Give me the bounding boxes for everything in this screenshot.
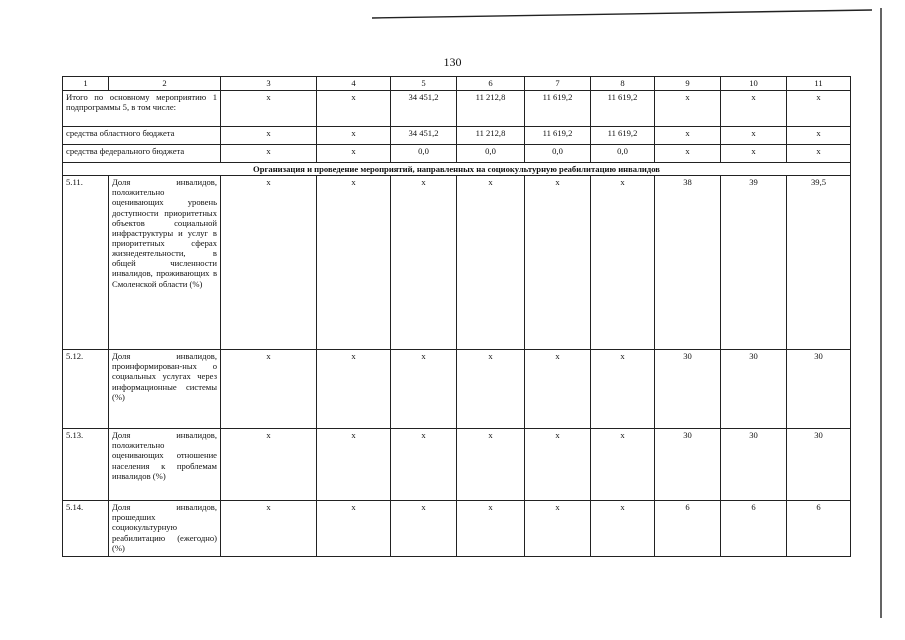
table-cell: х [221, 127, 317, 145]
table-cell: х [391, 501, 457, 557]
column-header: 11 [787, 77, 851, 91]
column-header: 5 [391, 77, 457, 91]
table-cell: х [787, 127, 851, 145]
table-cell: 6 [721, 501, 787, 557]
table-cell: 0,0 [457, 145, 525, 163]
table-cell: х [721, 91, 787, 127]
table-cell: х [391, 176, 457, 350]
table-cell: х [317, 429, 391, 501]
item-description: Доля инвалидов, проинформирован-ных о социальных услугах через информационные системы (%) [109, 350, 221, 429]
table-cell: х [591, 501, 655, 557]
column-header: 2 [109, 77, 221, 91]
table-cell: 6 [655, 501, 721, 557]
item-number: 5.14. [63, 501, 109, 557]
column-header: 3 [221, 77, 317, 91]
table-cell: х [787, 145, 851, 163]
scan-edge-line-right [878, 8, 884, 618]
table-cell: 11 212,8 [457, 91, 525, 127]
table-cell: х [655, 91, 721, 127]
table-cell: х [787, 91, 851, 127]
table-cell: х [391, 429, 457, 501]
table-cell: 11 619,2 [525, 127, 591, 145]
table-cell: 38 [655, 176, 721, 350]
table-cell: х [221, 145, 317, 163]
table-cell: 30 [787, 350, 851, 429]
federal-budget-row [63, 145, 851, 163]
table-cell: х [317, 145, 391, 163]
table-cell: 30 [721, 350, 787, 429]
table-cell: х [317, 127, 391, 145]
column-header: 9 [655, 77, 721, 91]
table-cell: х [721, 127, 787, 145]
table-cell: х [655, 145, 721, 163]
federal-budget-label: средства федерального бюджета [63, 145, 221, 163]
regional-budget-label: средства областного бюджета [63, 127, 221, 145]
table-cell: 34 451,2 [391, 127, 457, 145]
table-cell: х [221, 176, 317, 350]
table-cell: х [525, 501, 591, 557]
item-description: Доля инвалидов, положительно оценивающих отношение населения к проблемам инвалидов (%) [109, 429, 221, 501]
table-cell: х [457, 350, 525, 429]
table-cell: 34 451,2 [391, 91, 457, 127]
column-header: 6 [457, 77, 525, 91]
item-number: 5.11. [63, 176, 109, 350]
table-cell: х [317, 176, 391, 350]
table-row [63, 350, 851, 429]
item-number: 5.12. [63, 350, 109, 429]
table-row [63, 176, 851, 350]
column-header: 10 [721, 77, 787, 91]
table-cell: 30 [721, 429, 787, 501]
column-header: 1 [63, 77, 109, 91]
table-cell: х [591, 350, 655, 429]
table-cell: х [525, 350, 591, 429]
table-cell: х [221, 429, 317, 501]
item-number: 5.13. [63, 429, 109, 501]
table-cell: х [721, 145, 787, 163]
table-cell: х [457, 429, 525, 501]
table-cell: 39 [721, 176, 787, 350]
table-cell: х [317, 350, 391, 429]
budget-indicators-table [62, 76, 851, 557]
table-cell: 0,0 [525, 145, 591, 163]
table-cell: 0,0 [591, 145, 655, 163]
scan-edge-line-top [372, 8, 872, 20]
column-header: 7 [525, 77, 591, 91]
table-cell: 30 [655, 350, 721, 429]
table-cell: х [317, 91, 391, 127]
table-cell: 11 619,2 [525, 91, 591, 127]
table-cell: 11 619,2 [591, 91, 655, 127]
table-cell: х [221, 501, 317, 557]
section-row [63, 163, 851, 176]
table-cell: 30 [655, 429, 721, 501]
table-cell: х [391, 350, 457, 429]
table-row [63, 429, 851, 501]
table-header-row [63, 77, 851, 91]
table-cell: х [221, 350, 317, 429]
table-cell: 39,5 [787, 176, 851, 350]
item-description: Доля инвалидов, положительно оценивающих уровень доступности приоритетных объектов социальной инфраструктуры и услуг в приоритетных сферах жизнедеятельности, в общей численности инвалидов, проживающих в Смоленской области (%) [109, 176, 221, 350]
table-cell: х [591, 429, 655, 501]
item-description: Доля инвалидов, прошедших социокультурную реабилитацию (ежегодно) (%) [109, 501, 221, 557]
table-cell: х [525, 176, 591, 350]
column-header: 8 [591, 77, 655, 91]
table-cell: х [457, 176, 525, 350]
page-number: 130 [443, 55, 462, 69]
table-cell: х [591, 176, 655, 350]
table-cell: х [655, 127, 721, 145]
table-cell: 11 212,8 [457, 127, 525, 145]
column-header: 4 [317, 77, 391, 91]
table-cell: х [457, 501, 525, 557]
total-label: Итого по основному мероприятию 1 подпрограммы 5, в том числе: [63, 91, 221, 127]
table-cell: х [525, 429, 591, 501]
table-cell: 30 [787, 429, 851, 501]
table-cell: 0,0 [391, 145, 457, 163]
table-cell: 6 [787, 501, 851, 557]
table-row [63, 501, 851, 557]
table-cell: х [317, 501, 391, 557]
section-title: Организация и проведение мероприятий, направленных на социокультурную реабилитацию инвалидов [63, 163, 851, 176]
table-cell: х [221, 91, 317, 127]
table-cell: 11 619,2 [591, 127, 655, 145]
regional-budget-row [63, 127, 851, 145]
total-row [63, 91, 851, 127]
